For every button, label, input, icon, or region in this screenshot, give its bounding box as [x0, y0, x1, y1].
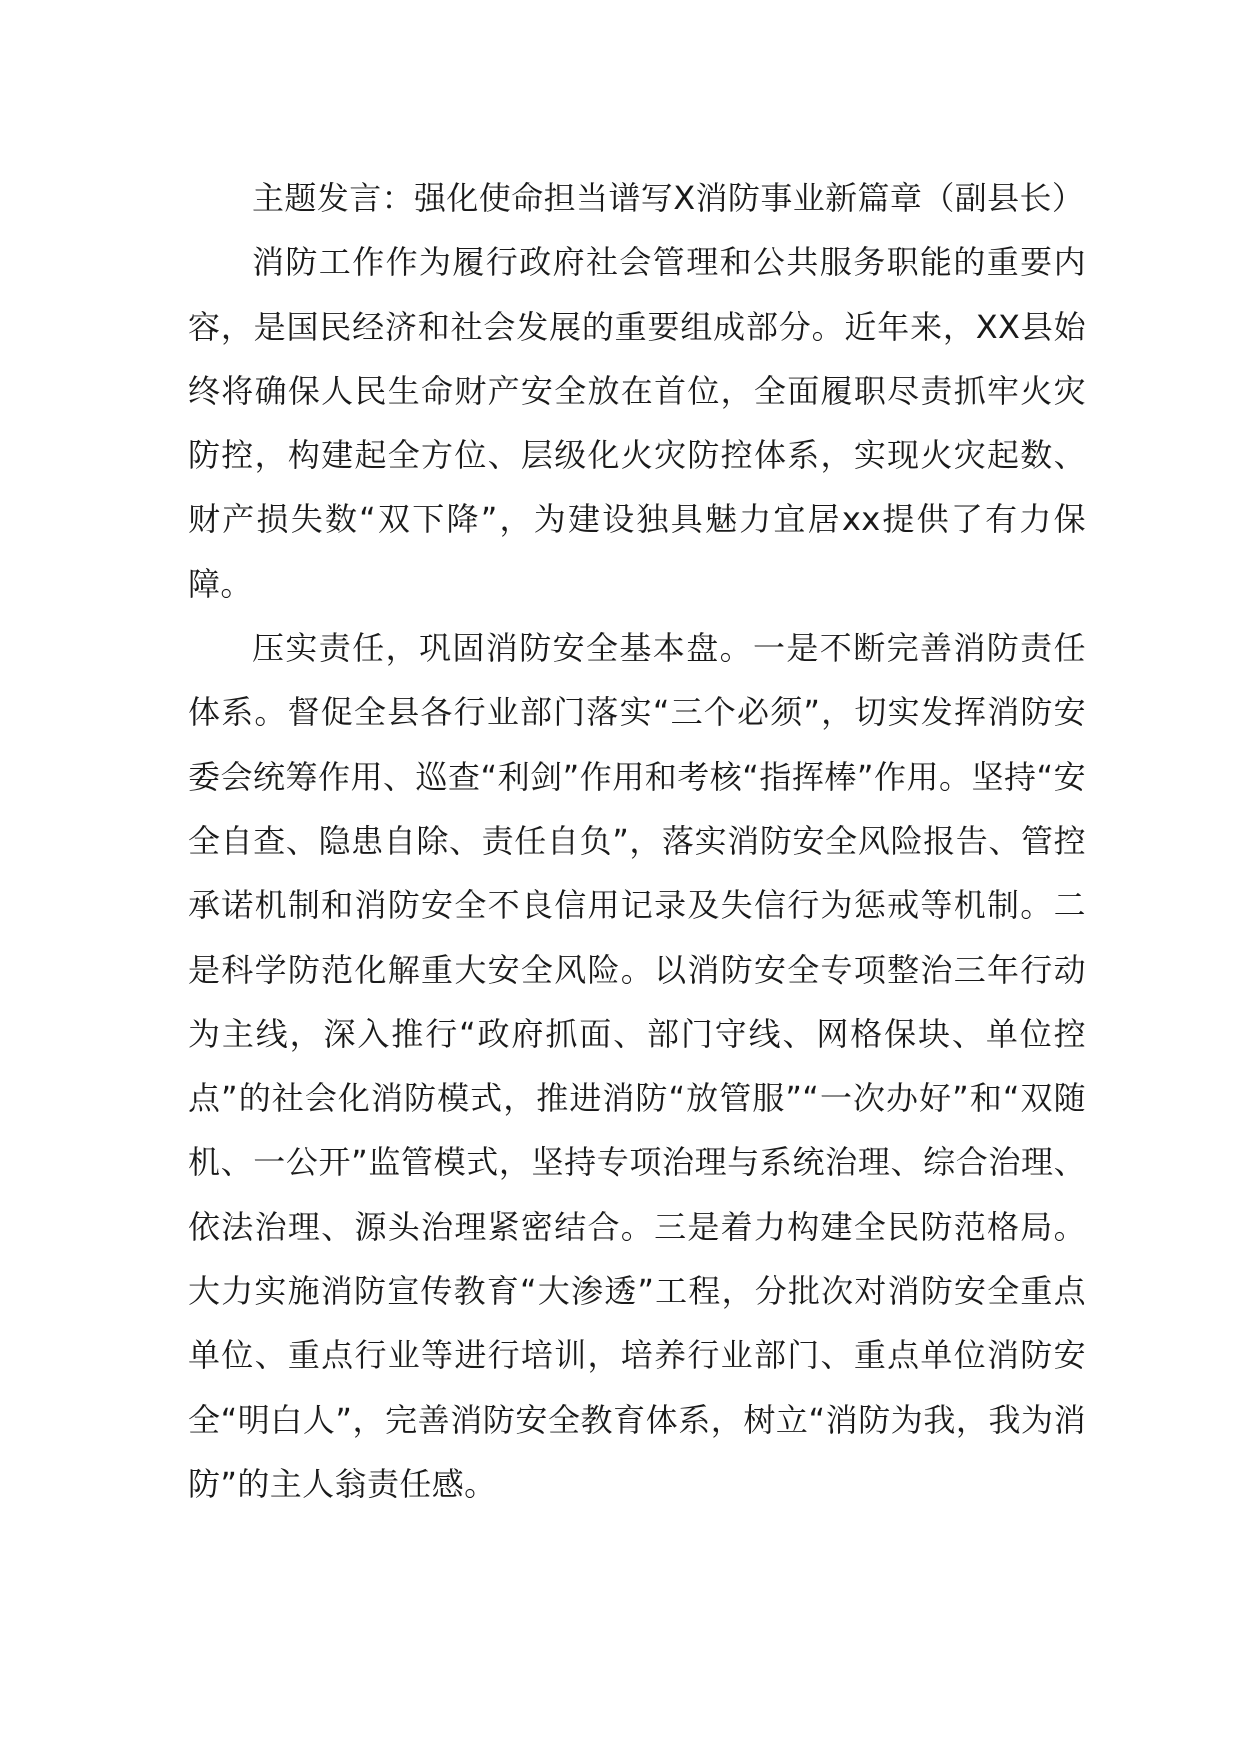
paragraph-intro: 消防工作作为履行政府社会管理和公共服务职能的重要内容，是国民经济和社会发展的重要组成部分。近年来，XX县始终将确保人民生命财产安全放在首位，全面履职尽责抓牢火灾防控，构建起全方位、层级化火灾防控体系，实现火灾起数、财产损失数“双下降”，为建设独具魅力宜居xx提供了有力保障。	[188, 243, 1086, 603]
document-title: 主题发言：强化使命担当谱写X消防事业新篇章（副县长）	[252, 179, 1085, 217]
paragraph-responsibility: 压实责任，巩固消防安全基本盘。一是不断完善消防责任体系。督促全县各行业部门落实“三个必须”，切实发挥消防安委会统筹作用、巡查“利剑”作用和考核“指挥棒”作用。坚持“安全自查、隐患自除、责任自负”，落实消防安全风险报告、管控承诺机制和消防安全不良信用记录及失信行为惩戒等机制。二是科学防范化解重大安全风险。以消防安全专项整治三年行动为主线，深入推行“政府抓面、部门守线、网格保块、单位控点”的社会化消防模式，推进消防“放管服”“一次办好”和“双随机、一公开”监管模式，坚持专项治理与系统治理、综合治理、依法治理、源头治理紧密结合。三是着力构建全民防范格局。大力实施消防宣传教育“大渗透”工程，分批次对消防安全重点单位、重点行业等进行培训，培养行业部门、重点单位消防安全“明白人”，完善消防安全教育体系，树立“消防为我，我为消防”的主人翁责任感。	[188, 629, 1086, 1503]
document-body	[188, 166, 1086, 1516]
